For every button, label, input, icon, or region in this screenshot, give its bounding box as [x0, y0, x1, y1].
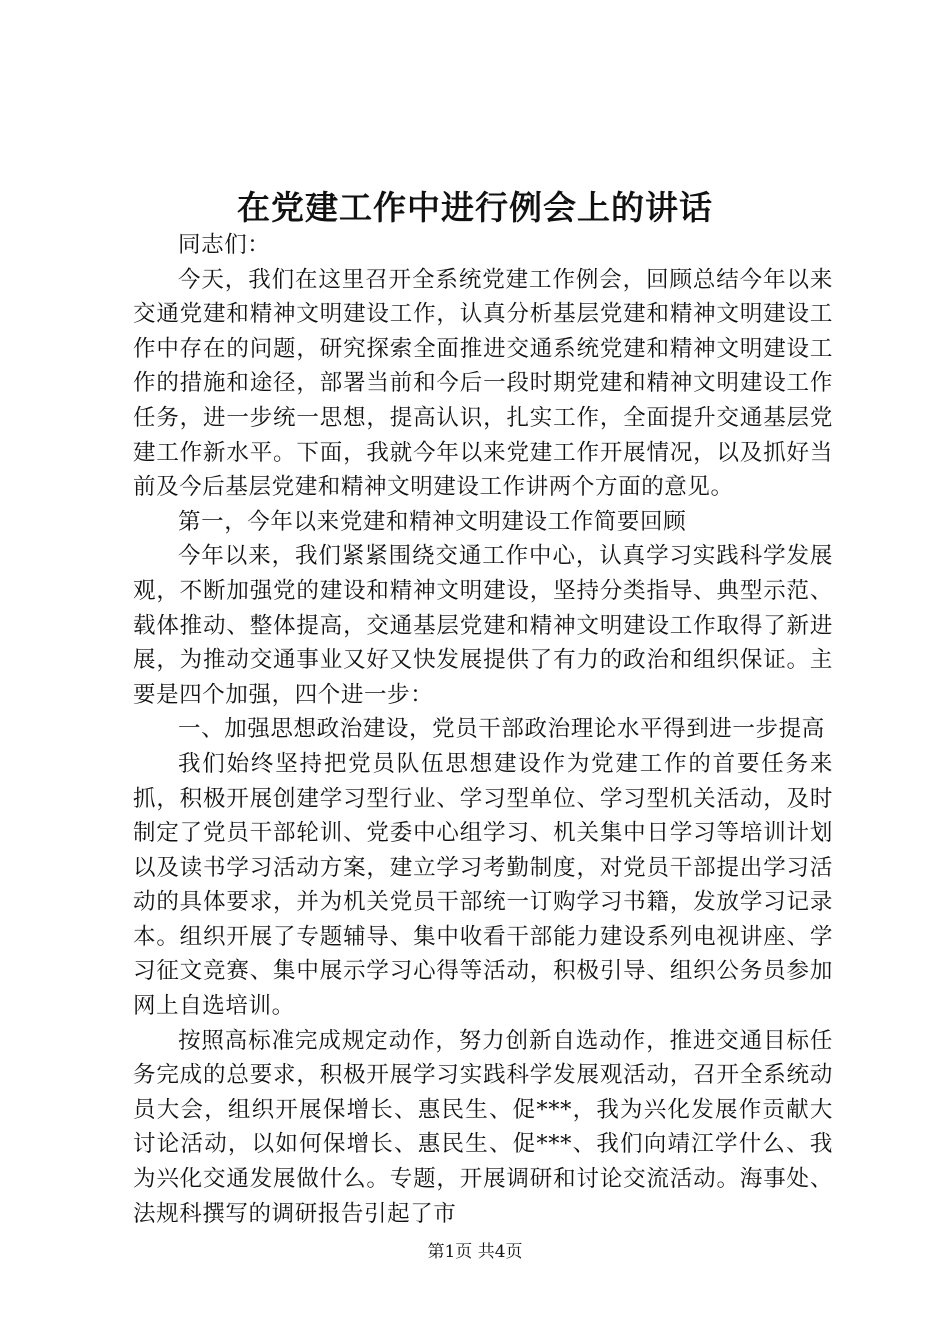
review-paragraph: 今年以来，我们紧紧围绕交通工作中心，认真学习实践科学发展观，不断加强党的建设和精神文明建设，坚持分类指导、典型示范、载体推动、整体提高，交通基层党建和精神文明建设工作取得了新进展，为推动交通事业又好又快发展提供了有力的政治和组织保证。主要是四个加强，四个进一步： [133, 543, 833, 708]
intro-paragraph: 今天，我们在这里召开全系统党建工作例会，回顾总结今年以来交通党建和精神文明建设工作，认真分析基层党建和精神文明建设工作中存在的问题，研究探索全面推进交通系统党建和精神文明建设工作的措施和途径，部署当前和今后一段时期党建和精神文明建设工作任务，进一步统一思想，提高认识，扎实工作，全面提升交通基层党建工作新水平。下面，我就今年以来党建工作开展情况，以及抓好当前及今后基层党建和精神文明建设工作讲两个方面的意见。 [133, 266, 833, 501]
document-title: 在党建工作中进行例会上的讲话 [237, 188, 713, 227]
subsection-heading-1: 一、加强思想政治建设，党员干部政治理论水平得到进一步提高 [178, 716, 825, 743]
practice-paragraph: 按照高标准完成规定动作，努力创新自选动作，推进交通目标任务完成的总要求，积极开展学习实践科学发展观活动，召开全系统动员大会，组织开展保增长、惠民生、促***，我为兴化发展作贡献大讨论活动，以如何保增长、惠民生、促***、我们向靖江学什么、我为兴化交通发展做什么。专题，开展调研和讨论交流活动。海事处、法规科撰写的调研报告引起了市 [133, 1027, 833, 1227]
document-body [133, 228, 833, 1231]
page-footer: 第1页 共4页 [427, 1242, 523, 1262]
section-heading-1: 第一，今年以来党建和精神文明建设工作简要回顾 [178, 508, 687, 535]
study-paragraph: 我们始终坚持把党员队伍思想建设作为党建工作的首要任务来抓，积极开展创建学习型行业、学习型单位、学习型机关活动，及时制定了党员干部轮训、党委中心组学习、机关集中日学习等培训计划以及读书学习活动方案，建立学习考勤制度，对党员干部提出学习活动的具体要求，并为机关党员干部统一订购学习书籍，发放学习记录本。组织开展了专题辅导、集中收看干部能力建设系列电视讲座、学习征文竞赛、集中展示学习心得等活动，积极引导、组织公务员参加网上自选培训。 [133, 750, 833, 1020]
salutation-paragraph: 同志们： [178, 232, 271, 258]
